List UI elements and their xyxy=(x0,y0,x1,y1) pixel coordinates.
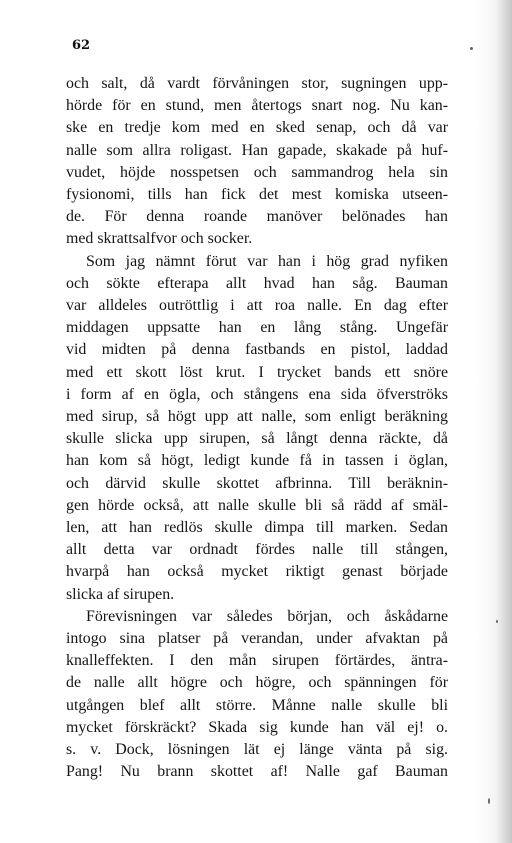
text-line: mycket förskräckt? Skada sig kunde han väl ej! o. xyxy=(66,718,448,736)
text-line: middagen uppsatte han en lång stång. Ungefär xyxy=(66,319,448,337)
text-line: Som jag nämnt förut var han i hög grad nyfiken xyxy=(86,252,448,270)
text-line: len, att han redlös skulle dimpa till marken. Sedan xyxy=(66,519,448,537)
text-line: i form af en ögla, och stångens ena sida öfverströks xyxy=(66,385,448,403)
text-line: med skrattsalfvor och socker. xyxy=(66,230,253,248)
text-line: intogo sina platser på verandan, under afvaktan på xyxy=(66,630,448,648)
text-line: knalleffekten. I den mån sirupen förtärdes, äntra- xyxy=(66,652,448,670)
text-line: allt detta var ordnadt fördes nalle till stången, xyxy=(66,541,448,559)
text-line: vudet, höjde nosspetsen och sammandrog hela sin xyxy=(66,163,448,181)
text-line: hvarpå han också mycket riktigt genast började xyxy=(66,563,448,581)
text-line: med ett skott löst krut. I trycket bands ett snöre xyxy=(66,363,448,381)
text-line: Förevisningen var således början, och åskådarne xyxy=(86,607,448,625)
text-line: nalle som allra roligast. Han gapade, skakade på huf- xyxy=(66,141,448,159)
text-line: vid midten på denna fastbands en pistol, laddad xyxy=(66,341,448,359)
print-speck xyxy=(470,47,473,50)
text-line: hörde för en stund, men återtogs snart nog. Nu kan- xyxy=(66,97,448,115)
text-line: de nalle allt högre och högre, och spänningen för xyxy=(66,674,448,692)
text-line: s. v. Dock, lösningen lät ej länge vänta på sig. xyxy=(66,741,448,759)
text-line: de. För denna roande manöver belönades han xyxy=(66,208,448,226)
print-speck xyxy=(488,798,490,804)
text-line: gen hörde också, att nalle skulle bli så rädd af smäl- xyxy=(66,496,448,514)
text-line: utgången blef allt större. Månne nalle skulle bli xyxy=(66,696,448,714)
text-line: ske en tredje kom med en sked senap, och då var xyxy=(66,119,448,137)
text-line: fysionomi, tills han fick det mest komiska utseen- xyxy=(66,186,448,204)
text-line: och salt, då vardt förvåningen stor, sugningen upp- xyxy=(66,75,448,92)
text-line: han kom så högt, ledigt kunde få in tassen i öglan, xyxy=(66,452,448,470)
text-line: med sirup, så högt upp att nalle, som enligt beräkning xyxy=(66,408,448,426)
body-text xyxy=(66,73,448,784)
text-line: och sökte efterapa allt hvad han såg. Bauman xyxy=(66,274,448,292)
page-edge-shadow xyxy=(476,0,512,843)
text-line: var alldeles outröttlig i att roa nalle. En dag efter xyxy=(66,297,448,315)
text-line: och därvid skulle skottet afbrinna. Till beräknin- xyxy=(66,474,448,492)
text-line: Pang! Nu brann skottet af! Nalle gaf Bauman xyxy=(66,763,448,781)
text-line: slicka af sirupen. xyxy=(66,585,175,603)
text-line: skulle slicka upp sirupen, så långt denna räckte, då xyxy=(66,430,448,448)
page-number: 62 xyxy=(72,38,91,53)
print-speck xyxy=(496,620,498,623)
